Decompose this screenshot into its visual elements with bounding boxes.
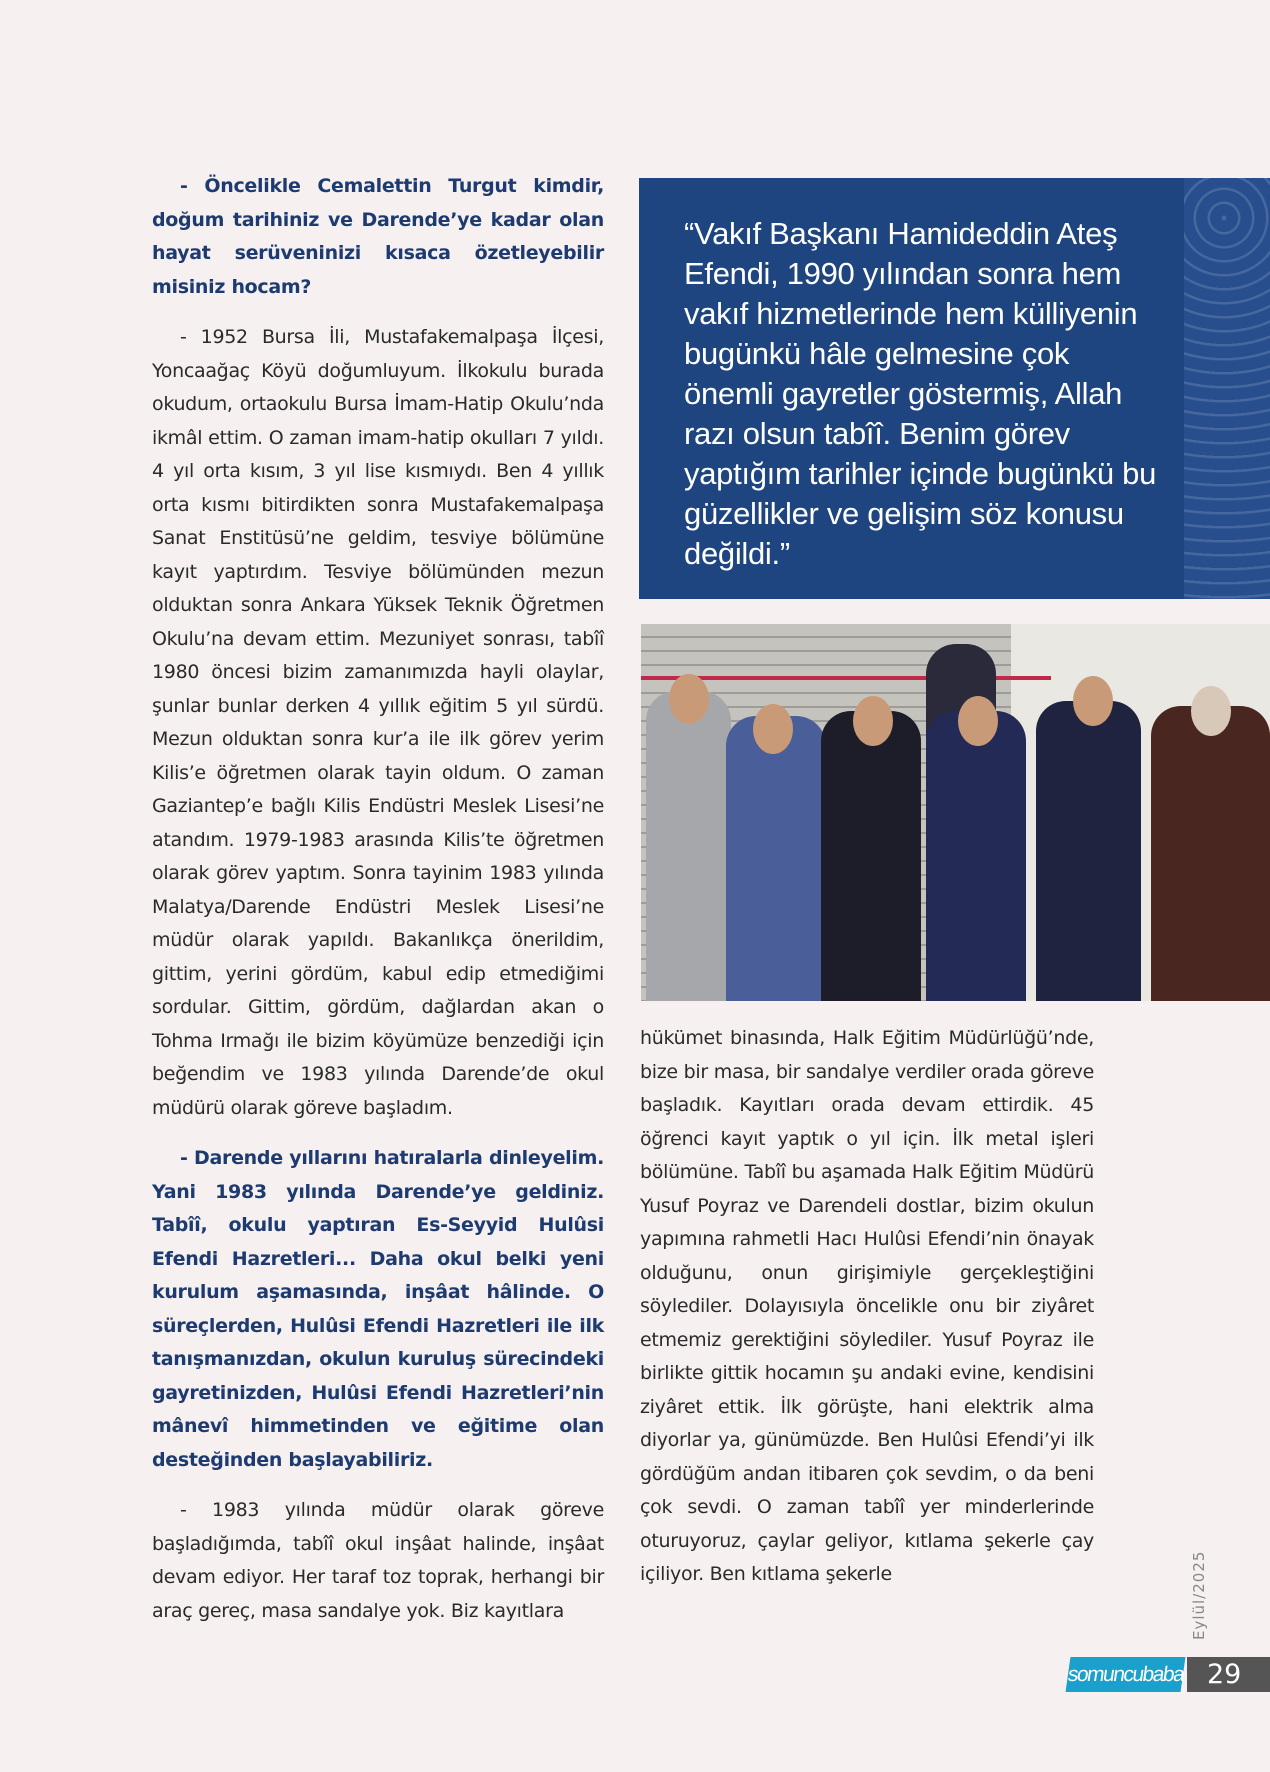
- answer-2: - 1983 yılında müdür olarak göreve başladığımda, tabîî okul inşâat halinde, inşâat devam ediyor. Her taraf toz toprak, herhangi bir araç gereç, masa sandalye yok. Biz kayıtlara: [152, 1499, 604, 1622]
- person-head: [853, 696, 893, 746]
- left-column: [152, 170, 604, 1645]
- person-head: [669, 674, 709, 724]
- pull-quote-text: “Vakıf Başkanı Hamideddin Ateş Efendi, 1990 yılından sonra hem vakıf hizmetlerinde hem külliyenin bugünkü hâle gelmesine çok önemli gayretler göstermiş, Allah razı olsun tabîî. Benim görev yaptığım tarihler içinde bugünkü bu güzellikler ve gelişim söz konusu değildi.”: [684, 216, 1157, 571]
- group-photo: [641, 624, 1270, 1001]
- page-number: 29: [1187, 1657, 1270, 1692]
- question-2: - Darende yıllarını hatıralarla dinleyelim. Yani 1983 yılında Darende’ye geldiniz. Tabîî, okulu yaptıran Es-Seyyid Hulûsi Efendi Hazretleri... Daha okul belki yeni kurulum aşamasında, inşâat hâlinde. O süreçlerden, Hulûsi Efendi Hazretleri ile ilk tanışmanızdan, okulun kuruluş sürecindeki gayretinizden, Hulûsi Efendi Hazretleri’nin mânevî himmetinden ve eğitime olan desteğinden başlayabiliriz.: [152, 1147, 604, 1471]
- pull-quote-box: [639, 178, 1270, 599]
- person: [926, 711, 1026, 1001]
- person: [646, 691, 731, 1001]
- person-head: [1191, 686, 1231, 736]
- person: [1151, 706, 1270, 1001]
- person: [726, 716, 826, 1001]
- person: [821, 711, 921, 1001]
- person: [1036, 701, 1141, 1001]
- person-head: [753, 704, 793, 754]
- question-1: - Öncelikle Cemalettin Turgut kimdir, doğum tarihiniz ve Darende’ye kadar olan hayat serüveninizi kısaca özetleyebilir misiniz hocam?: [152, 175, 604, 298]
- magazine-brand: somuncubaba: [1066, 1657, 1186, 1692]
- person-head: [958, 696, 998, 746]
- issue-date: Eylül/2025: [1190, 1550, 1208, 1640]
- right-column: [640, 1022, 1094, 1609]
- answer-1: - 1952 Bursa İli, Mustafakemalpaşa İlçesi, Yoncaağaç Köyü doğumluyum. İlkokulu burada okudum, ortaokulu Bursa İmam-Hatip Okulu’nda ikmâl ettim. O zaman imam-hatip okulları 7 yıldı. 4 yıl orta kısım, 3 yıl lise kısmıydı. Ben 4 yıllık orta kısmı bitirdikten sonra Mustafakemalpaşa Sanat Enstitüsü’ne geldim, tesviye bölümüne kayıt yaptırdım. Tesviye bölümünden mezun olduktan sonra Ankara Yüksek Teknik Öğretmen Okulu’na devam ettim. Mezuniyet sonrası, tabîî 1980 öncesi bizim zamanımızda hayli olaylar, şunlar bunlar derken 4 yıllık eğitim 5 yıl sürdü. Mezun olduktan sonra kur’a ile ilk görev yerim Kilis’e öğretmen olarak tayin oldum. O zaman Gaziantep’e bağlı Kilis Endüstri Meslek Lisesi’ne atandım. 1979-1983 arasında Kilis’te öğretmen olarak görev yaptım. Sonra tayinim 1983 yılında Malatya/Darende Endüstri Meslek Lisesi’ne müdür olarak yapıldı. Bakanlıkça önerildim, gittim, yerini gördüm, kabul edip etmediğimi sordular. Gittim, gördüm, dağlardan akan o Tohma Irmağı ile bizim köyümüze benzediği için beğendim ve 1983 yılında Darende’de okul müdürü olarak göreve başladım.: [152, 326, 604, 1119]
- answer-2-continued: hükümet binasında, Halk Eğitim Müdürlüğü’nde, bize bir masa, bir sandalye verdiler orada göreve başladık. Kayıtları orada devam ettirdik. 45 öğrenci kayıt yaptık o yıl için. İlk metal işleri bölümüne. Tabîî bu aşamada Halk Eğitim Müdürü Yusuf Poyraz ve Darendeli dostlar, bizim okulun yapımına rahmetli Hacı Hulûsi Efendi’nin önayak olduğunu, onun girişimiyle gerçekleştiğini söylediler. Dolayısıyla öncelikle onu bir ziyâret etmemiz gerektiğini söylediler. Yusuf Poyraz ile birlikte gittik hocamın şu andaki evine, kendisini ziyâret ettik. İlk görüşte, hani elektrik alma diyorlar ya, günümüzde. Ben Hulûsi Efendi’yi ilk gördüğüm andan itibaren çok sevdim, o da beni çok sevdi. O zaman tabîî yer minderlerinde oturuyoruz, çaylar geliyor, kıtlama şekerle çay içiliyor. Ben kıtlama şekerle: [640, 1027, 1094, 1585]
- page-folio: [1068, 1657, 1270, 1692]
- person-head: [1073, 676, 1113, 726]
- floral-ornament: [1184, 178, 1270, 599]
